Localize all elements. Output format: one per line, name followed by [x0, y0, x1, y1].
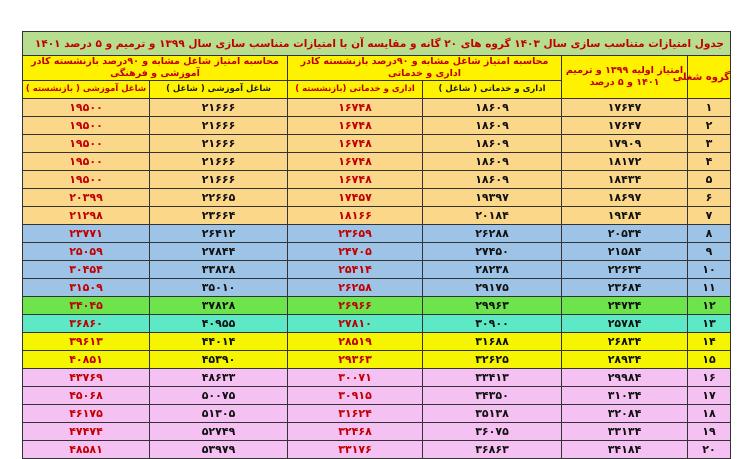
cell-admin-staff: ۲۸۲۳۸: [423, 261, 562, 279]
cell-edu-staff: ۴۴۰۱۴: [150, 333, 288, 351]
table-row: [23, 261, 731, 279]
cell-group: ۶: [688, 189, 731, 207]
cell-edu-retired: ۳۰۴۵۴: [23, 261, 150, 279]
cell-admin-retired: ۳۳۱۷۶: [288, 441, 423, 459]
header-admin-staff: اداری و خدماتی ( شاغل ): [423, 81, 562, 99]
cell-group: ۱۸: [688, 405, 731, 423]
cell-edu-staff: ۳۵۰۱۰: [150, 279, 288, 297]
cell-group: ۱۲: [688, 297, 731, 315]
cell-group: ۳: [688, 135, 731, 153]
cell-edu-retired: ۲۵۰۵۹: [23, 243, 150, 261]
cell-edu-retired: ۴۶۱۷۵: [23, 405, 150, 423]
cell-edu-staff: ۵۰۰۷۵: [150, 387, 288, 405]
table-row: [23, 441, 731, 459]
cell-edu-staff: ۲۷۸۴۴: [150, 243, 288, 261]
cell-edu-retired: ۴۰۸۵۱: [23, 351, 150, 369]
cell-group: ۱۶: [688, 369, 731, 387]
cell-admin-retired: ۱۶۷۴۸: [288, 117, 423, 135]
cell-admin-retired: ۱۶۷۴۸: [288, 135, 423, 153]
table-row: [23, 369, 731, 387]
cell-admin-staff: ۲۹۱۷۵: [423, 279, 562, 297]
table-row: [23, 243, 731, 261]
cell-initial-score: ۲۴۷۳۴: [562, 297, 688, 315]
cell-admin-staff: ۲۹۹۶۳: [423, 297, 562, 315]
cell-admin-staff: ۳۴۳۵۰: [423, 387, 562, 405]
cell-initial-score: ۱۸۱۷۲: [562, 153, 688, 171]
cell-edu-staff: ۲۲۶۶۵: [150, 189, 288, 207]
cell-group: ۴: [688, 153, 731, 171]
cell-initial-score: ۲۳۶۸۴: [562, 279, 688, 297]
cell-group: ۱۰: [688, 261, 731, 279]
cell-admin-staff: ۳۶۸۶۳: [423, 441, 562, 459]
cell-admin-retired: ۳۲۴۶۸: [288, 423, 423, 441]
cell-edu-staff: ۲۱۶۶۶: [150, 117, 288, 135]
table-row: [23, 99, 731, 117]
cell-edu-staff: ۳۳۸۳۸: [150, 261, 288, 279]
cell-admin-staff: ۱۸۶۰۹: [423, 135, 562, 153]
table-row: [23, 405, 731, 423]
cell-edu-staff: ۴۸۶۳۳: [150, 369, 288, 387]
cell-initial-score: ۲۶۸۳۴: [562, 333, 688, 351]
cell-edu-staff: ۲۱۶۶۶: [150, 153, 288, 171]
table-title: جدول امتیازات متناسب سازی سال ۱۴۰۳ گروه های ۲۰ گانه و مقایسه آن با امتیازات متناسب سازی سال ۱۳۹۹ و ترمیم و ۵ درصد ۱۴۰۱: [23, 32, 731, 56]
cell-group: ۷: [688, 207, 731, 225]
cell-admin-retired: ۱۸۱۶۶: [288, 207, 423, 225]
cell-admin-retired: ۲۷۸۱۰: [288, 315, 423, 333]
header-admin-retired: اداری و خدماتی (بازنشسته ): [288, 81, 423, 99]
cell-initial-score: ۲۸۹۳۴: [562, 351, 688, 369]
cell-initial-score: ۳۲۰۸۴: [562, 405, 688, 423]
cell-group: ۱۹: [688, 423, 731, 441]
cell-admin-retired: ۱۷۴۵۷: [288, 189, 423, 207]
table-row: [23, 279, 731, 297]
table-row: [23, 171, 731, 189]
cell-edu-staff: ۲۱۶۶۶: [150, 171, 288, 189]
cell-edu-retired: ۳۹۶۱۳: [23, 333, 150, 351]
table-row: [23, 297, 731, 315]
cell-group: ۲: [688, 117, 731, 135]
cell-edu-staff: ۵۱۳۰۵: [150, 405, 288, 423]
header-initial-score: امتیاز اولیه ۱۳۹۹ و ترمیم ۱۴۰۱ و ۵ درصد: [562, 56, 688, 99]
cell-admin-retired: ۲۵۴۱۴: [288, 261, 423, 279]
cell-admin-retired: ۲۸۵۱۹: [288, 333, 423, 351]
score-table-container: [22, 31, 730, 459]
cell-admin-staff: ۱۸۶۰۹: [423, 153, 562, 171]
cell-initial-score: ۲۰۵۳۴: [562, 225, 688, 243]
cell-initial-score: ۱۷۶۴۷: [562, 99, 688, 117]
cell-group: ۱۱: [688, 279, 731, 297]
cell-group: ۹: [688, 243, 731, 261]
cell-initial-score: ۳۴۱۸۴: [562, 441, 688, 459]
cell-edu-retired: ۱۹۵۰۰: [23, 117, 150, 135]
cell-initial-score: ۲۲۶۳۴: [562, 261, 688, 279]
cell-edu-retired: ۴۸۵۸۱: [23, 441, 150, 459]
cell-edu-retired: ۱۹۵۰۰: [23, 153, 150, 171]
cell-admin-staff: ۲۶۲۸۸: [423, 225, 562, 243]
cell-edu-staff: ۲۱۶۶۶: [150, 99, 288, 117]
table-row: [23, 207, 731, 225]
cell-edu-staff: ۴۵۳۹۰: [150, 351, 288, 369]
cell-edu-retired: ۱۹۵۰۰: [23, 171, 150, 189]
cell-edu-staff: ۲۱۶۶۶: [150, 135, 288, 153]
cell-admin-staff: ۳۶۰۷۵: [423, 423, 562, 441]
cell-edu-retired: ۱۹۵۰۰: [23, 99, 150, 117]
table-row: [23, 153, 731, 171]
cell-admin-staff: ۳۱۶۸۸: [423, 333, 562, 351]
cell-edu-retired: ۳۶۸۶۰: [23, 315, 150, 333]
table-row: [23, 135, 731, 153]
cell-initial-score: ۱۸۴۳۴: [562, 171, 688, 189]
cell-group: ۲۰: [688, 441, 731, 459]
cell-edu-retired: ۴۳۷۶۹: [23, 369, 150, 387]
cell-group: ۱۵: [688, 351, 731, 369]
cell-edu-staff: ۲۳۶۶۴: [150, 207, 288, 225]
cell-admin-staff: ۳۵۱۳۸: [423, 405, 562, 423]
cell-admin-retired: ۳۰۰۷۱: [288, 369, 423, 387]
cell-admin-retired: ۲۴۷۰۵: [288, 243, 423, 261]
table-row: [23, 189, 731, 207]
cell-admin-retired: ۳۰۹۱۵: [288, 387, 423, 405]
table-row: [23, 315, 731, 333]
cell-admin-retired: ۳۱۶۲۴: [288, 405, 423, 423]
cell-edu-staff: ۵۳۹۷۹: [150, 441, 288, 459]
header-edu-staff: شاغل آموزشی ( شاغل ): [150, 81, 288, 99]
cell-edu-staff: ۳۷۸۲۸: [150, 297, 288, 315]
table-row: [23, 423, 731, 441]
cell-edu-retired: ۴۵۰۶۸: [23, 387, 150, 405]
cell-admin-retired: ۱۶۷۴۸: [288, 99, 423, 117]
cell-initial-score: ۱۷۶۴۷: [562, 117, 688, 135]
header-group: گروه شغلی: [688, 56, 731, 99]
cell-group: ۱۷: [688, 387, 731, 405]
table-row: [23, 333, 731, 351]
cell-initial-score: ۳۳۱۳۴: [562, 423, 688, 441]
cell-edu-retired: ۲۱۲۹۸: [23, 207, 150, 225]
cell-edu-retired: ۴۷۴۷۴: [23, 423, 150, 441]
header-edu-retired: شاغل آموزشی ( بازنشسته ): [23, 81, 150, 99]
cell-group: ۵: [688, 171, 731, 189]
table-row: [23, 117, 731, 135]
cell-admin-staff: ۳۲۶۲۵: [423, 351, 562, 369]
cell-initial-score: ۱۹۴۸۴: [562, 207, 688, 225]
cell-edu-retired: ۲۳۷۷۱: [23, 225, 150, 243]
cell-edu-retired: ۳۴۰۴۵: [23, 297, 150, 315]
cell-edu-staff: ۴۰۹۵۵: [150, 315, 288, 333]
cell-group: ۱۴: [688, 333, 731, 351]
cell-admin-retired: ۱۶۷۴۸: [288, 153, 423, 171]
cell-admin-staff: ۲۰۱۸۴: [423, 207, 562, 225]
cell-admin-retired: ۲۳۶۵۹: [288, 225, 423, 243]
cell-admin-retired: ۱۶۷۴۸: [288, 171, 423, 189]
cell-admin-staff: ۳۰۹۰۰: [423, 315, 562, 333]
cell-initial-score: ۲۹۹۸۴: [562, 369, 688, 387]
table-row: [23, 387, 731, 405]
cell-admin-staff: ۳۳۴۱۳: [423, 369, 562, 387]
cell-edu-retired: ۳۱۵۰۹: [23, 279, 150, 297]
score-table: [22, 31, 731, 459]
cell-group: ۱: [688, 99, 731, 117]
cell-admin-retired: ۲۹۳۶۳: [288, 351, 423, 369]
cell-edu-retired: ۲۰۳۹۹: [23, 189, 150, 207]
cell-group: ۸: [688, 225, 731, 243]
cell-admin-staff: ۱۸۶۰۹: [423, 99, 562, 117]
cell-edu-staff: ۵۲۷۴۹: [150, 423, 288, 441]
cell-admin-staff: ۲۷۴۵۰: [423, 243, 562, 261]
cell-admin-staff: ۱۹۳۹۷: [423, 189, 562, 207]
cell-initial-score: ۲۱۵۸۴: [562, 243, 688, 261]
table-row: [23, 351, 731, 369]
cell-admin-staff: ۱۸۶۰۹: [423, 117, 562, 135]
header-admin-block: محاسبه امتیاز شاغل مشابه و ۹۰درصد بازنشسته کادر اداری و خدماتی: [288, 56, 562, 81]
cell-edu-staff: ۲۶۴۱۲: [150, 225, 288, 243]
table-row: [23, 225, 731, 243]
cell-initial-score: ۱۷۹۰۹: [562, 135, 688, 153]
cell-admin-retired: ۲۶۹۶۶: [288, 297, 423, 315]
header-edu-block: محاسبه امتیاز شاغل مشابه و ۹۰درصد بازنشسته کادر آموزشی و فرهنگی: [23, 56, 288, 81]
cell-initial-score: ۱۸۶۹۷: [562, 189, 688, 207]
cell-edu-retired: ۱۹۵۰۰: [23, 135, 150, 153]
cell-group: ۱۳: [688, 315, 731, 333]
cell-admin-retired: ۲۶۲۵۸: [288, 279, 423, 297]
cell-initial-score: ۲۵۷۸۴: [562, 315, 688, 333]
cell-admin-staff: ۱۸۶۰۹: [423, 171, 562, 189]
cell-initial-score: ۳۱۰۳۴: [562, 387, 688, 405]
